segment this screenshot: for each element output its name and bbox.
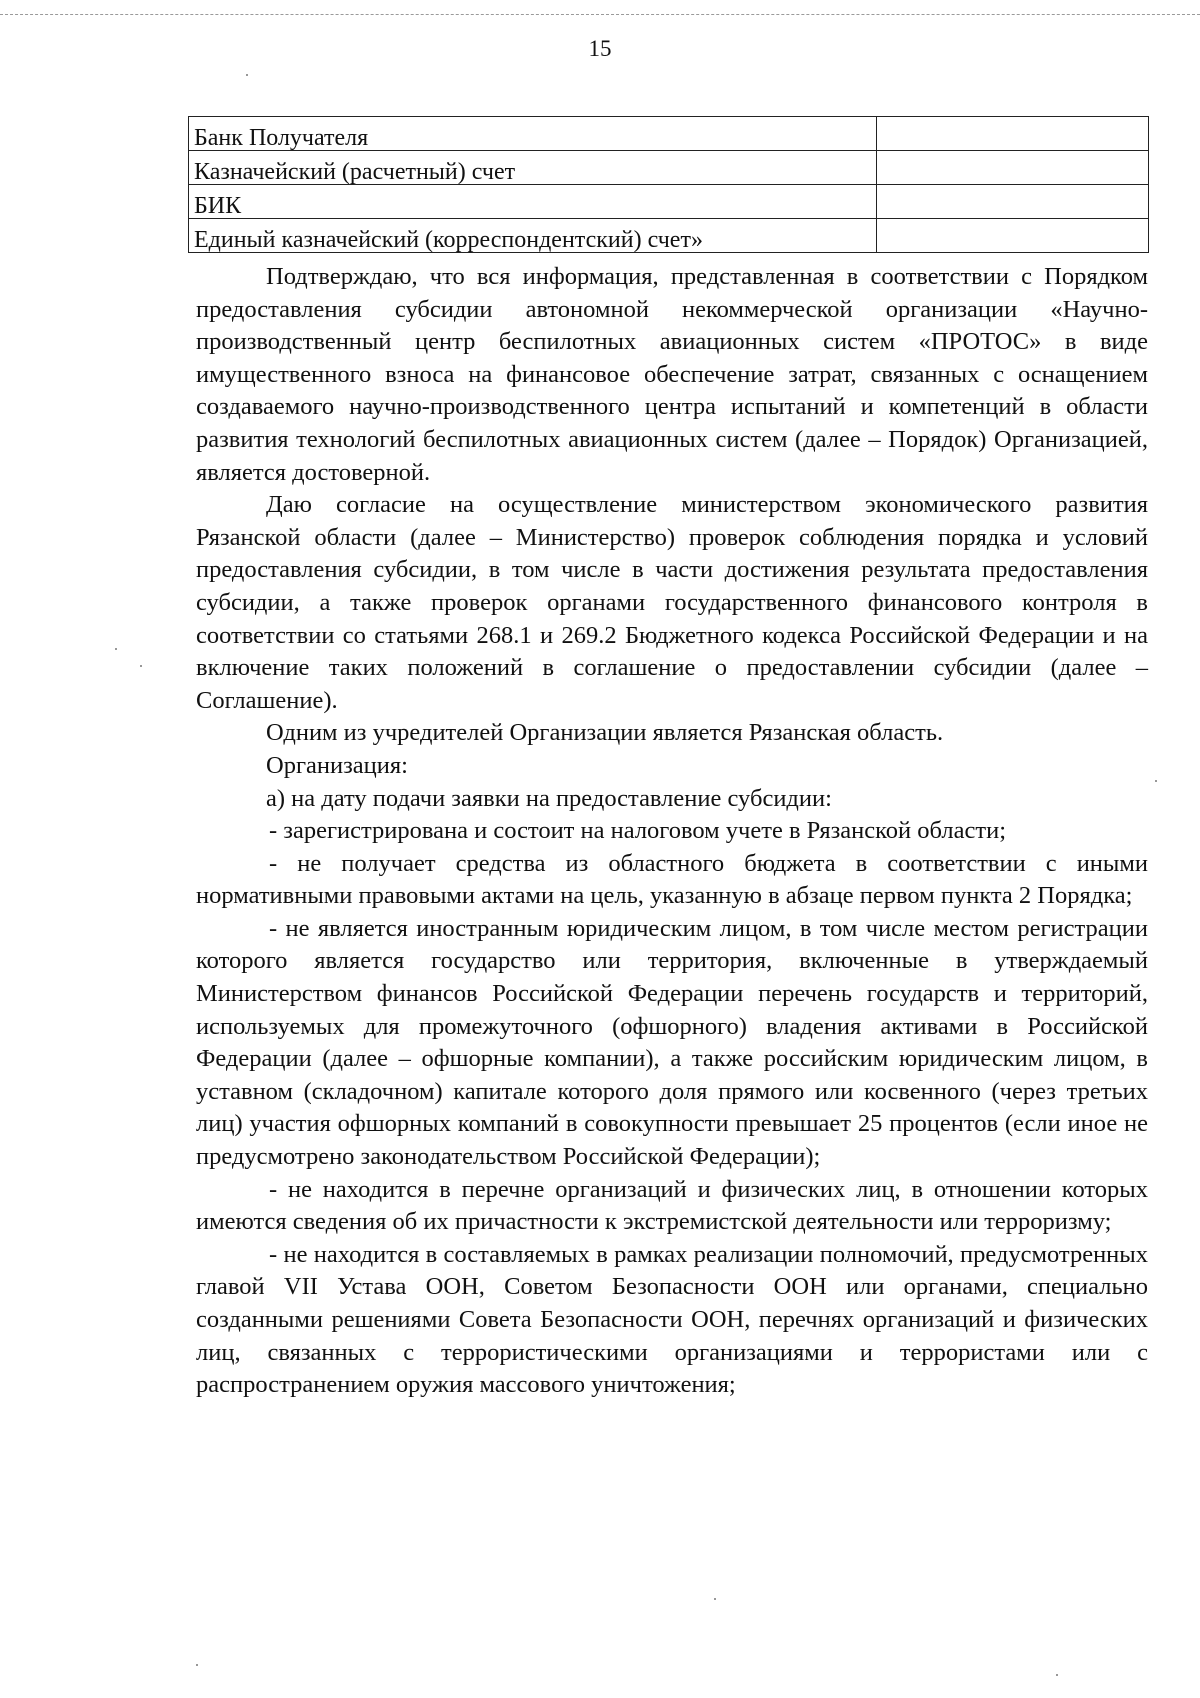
scan-speck [115, 648, 117, 650]
paragraph-consent: Даю согласие на осуществление министерством экономического развития Рязанской области (далее – Министерство) проверок соблюдения порядка и условий предоставления субсидии, в том числе в части достижения результата предоставления субсидии, а также проверок органами государственного финансового контроля в соответствии со статьями 268.1 и 269.2 Бюджетного кодекса Российской Федерации и на включение таких положений в соглашение о предоставлении субсидии (далее – Соглашение). [196, 491, 1148, 714]
scan-speck [714, 1598, 716, 1600]
table-cell-label: Банк Получателя [189, 117, 877, 151]
scan-speck [246, 74, 248, 76]
table-row [189, 151, 1149, 185]
table-cell-value [877, 151, 1149, 185]
list-item-tax-registration: - зарегистрирована и состоит на налоговом учете в Рязанской области; [269, 817, 1006, 845]
list-item-not-foreign-entity: - не является иностранным юридическим лицом, в том числе местом регистрации которого является государство или территория, включенные в утверждаемый Министерством финансов Российской Федерации перечень государств и территорий, используемых для промежуточного (офшорного) владения активами в Российской Федерации (далее – офшорные компании), а также российским юридическим лицом, в уставном (складочном) капитале которого доля прямого или косвенного (через третьих лиц) участия офшорных компаний в совокупности превышает 25 процентов (если иное не предусмотрено законодательством Российской Федерации); [196, 914, 1148, 1171]
list-item-not-extremist-list: - не находится в перечне организаций и физических лиц, в отношении которых имеются сведения об их причастности к экстремистской деятельности или терроризму; [196, 1175, 1148, 1236]
page-number: 15 [588, 36, 612, 61]
scan-speck [1056, 1674, 1058, 1676]
table-row [189, 219, 1149, 253]
table-cell-value [877, 117, 1149, 151]
list-item-no-other-funding: - не получает средства из областного бюджета в соответствии с иными нормативными правовыми актами на цель, указанную в абзаце первом пункта 2 Порядка; [196, 849, 1148, 910]
scan-speck [1155, 780, 1157, 782]
table-cell-value [877, 219, 1149, 253]
scan-edge-line [0, 14, 1200, 15]
paragraph-organization-heading: Организация: [266, 751, 408, 779]
list-item-not-un-list: - не находится в составляемых в рамках реализации полномочий, предусмотренных главой VII Устава ООН, Советом Безопасности ООН или органами, специально созданными решениями Совета Безопасности ООН, перечнях организаций и физических лиц, связанных с террористическими организациями и террористами или с распространением оружия массового уничтожения; [196, 1240, 1148, 1399]
table-row [189, 185, 1149, 219]
table-cell-label: БИК [189, 185, 877, 219]
table-cell-label: Казначейский (расчетный) счет [189, 151, 877, 185]
scan-speck [196, 1664, 198, 1666]
table-cell-label: Единый казначейский (корреспондентский) счет» [189, 219, 877, 253]
table-cell-value [877, 185, 1149, 219]
table-row [189, 117, 1149, 151]
document-body [196, 261, 1148, 1402]
recipient-details-table [188, 116, 1149, 253]
paragraph-confirmation: Подтверждаю, что вся информация, представленная в соответствии с Порядком предоставления субсидии автономной некоммерческой организации «Научно-производственный центр беспилотных авиационных систем «ПРОТОС» в виде имущественного взноса на финансовое обеспечение затрат, связанных с оснащением создаваемого научно-производственного центра испытаний и компетенций в области развития технологий беспилотных авиационных систем (далее – Порядок) Организацией, является достоверной. [196, 263, 1148, 486]
paragraph-application-date: а) на дату подачи заявки на предоставление субсидии: [266, 784, 832, 812]
scan-speck [140, 665, 142, 667]
paragraph-founder: Одним из учредителей Организации является Рязанская область. [266, 719, 944, 747]
